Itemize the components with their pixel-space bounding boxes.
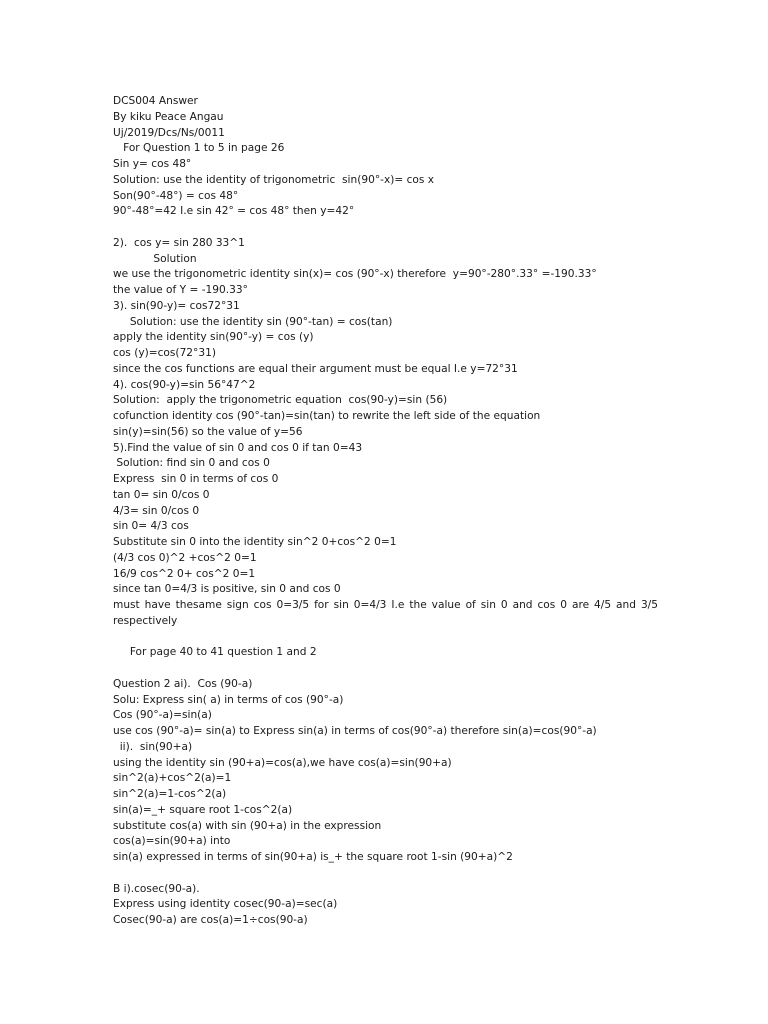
text-line: 5).Find the value of sin 0 and cos 0 if tan 0=43 — [113, 441, 363, 454]
doc-title: DCS004 Answer — [113, 95, 198, 107]
text-line: sin(a) expressed in terms of sin(90+a) is_+ the square root 1-sin (90+a)^2 — [113, 851, 513, 863]
text-line: sin 0= 4/3 cos — [113, 520, 189, 533]
text-line: 4/3= sin 0/cos 0 — [113, 504, 200, 517]
text-line: respectively — [113, 614, 178, 627]
text-line: cos(a)=sin(90+a) into — [113, 835, 231, 848]
text-line: 90°-48°=42 I.e sin 42° = cos 48° then y=42° — [113, 205, 355, 218]
blank-line — [113, 661, 658, 677]
text-line: we use the trigonometric identity sin(x)= cos (90°-x) therefore y=90°-280°.33° =-190.33° — [113, 268, 597, 281]
text-line: Solution — [113, 252, 197, 265]
text-line: Solution: find sin 0 and cos 0 — [113, 457, 270, 470]
text-line: sin(y)=sin(56) so the value of y=56 — [113, 425, 303, 438]
text-line: sin^2(a)+cos^2(a)=1 — [113, 772, 232, 785]
text-line: 16/9 cos^2 0+ cos^2 0=1 — [113, 567, 256, 580]
text-line: substitute cos(a) with sin (90+a) in the expression — [113, 819, 382, 832]
document-body — [113, 94, 658, 929]
text-line: apply the identity sin(90°-y) = cos (y) — [113, 331, 314, 344]
text-line: Cos (90°-a)=sin(a) — [113, 709, 212, 722]
justified-text-line: must have thesame sign cos 0=3/5 for sin 0=4/3 I.e the value of sin 0 and cos 0 are 4/5 and 3/5 — [113, 599, 658, 611]
text-line: Solution: use the identity of trigonometric sin(90°-x)= cos x — [113, 173, 435, 186]
blank-line — [113, 866, 658, 882]
text-line: Solu: Express sin( a) in terms of cos (90°-a) — [113, 693, 344, 706]
blank-line — [113, 630, 658, 646]
blank-line — [113, 220, 658, 236]
text-line: since tan 0=4/3 is positive, sin 0 and cos 0 — [113, 583, 341, 596]
author-line: By kiku Peace Angau — [113, 110, 224, 123]
text-line: Express using identity cosec(90-a)=sec(a) — [113, 898, 338, 911]
text-line: sin^2(a)=1-cos^2(a) — [113, 788, 227, 800]
text-line: 4). cos(90-y)=sin 56°47^2 — [113, 378, 256, 391]
text-line: the value of Y = -190.33° — [113, 284, 248, 296]
text-line: using the identity sin (90+a)=cos(a),we have cos(a)=sin(90+a) — [113, 756, 452, 769]
text-line: Express sin 0 in terms of cos 0 — [113, 473, 279, 485]
text-line: Son(90°-48°) = cos 48° — [113, 189, 239, 202]
text-line: Sin y= cos 48° — [113, 158, 192, 170]
student-id-line: Uj/2019/Dcs/Ns/0011 — [113, 126, 225, 139]
text-line: 3). sin(90-y)= cos72°31 — [113, 299, 240, 312]
text-line: tan 0= sin 0/cos 0 — [113, 488, 210, 501]
section-heading: For Question 1 to 5 in page 26 — [113, 142, 285, 155]
text-line: (4/3 cos 0)^2 +cos^2 0=1 — [113, 551, 257, 564]
text-line: B i).cosec(90-a). — [113, 882, 200, 895]
text-line: sin(a)=_+ square root 1-cos^2(a) — [113, 803, 293, 816]
text-line: Solution: use the identity sin (90°-tan) = cos(tan) — [113, 315, 393, 328]
text-line: Solution: apply the trigonometric equation cos(90-y)=sin (56) — [113, 394, 448, 407]
text-line: since the cos functions are equal their argument must be equal I.e y=72°31 — [113, 362, 518, 375]
text-line: Substitute sin 0 into the identity sin^2 0+cos^2 0=1 — [113, 536, 397, 548]
text-line: 2). cos y= sin 280 33^1 — [113, 236, 245, 249]
text-line: Question 2 ai). Cos (90-a) — [113, 677, 253, 690]
text-line: Cosec(90-a) are cos(a)=1÷cos(90-a) — [113, 914, 308, 926]
text-line: ii). sin(90+a) — [113, 740, 193, 753]
section-heading: For page 40 to 41 question 1 and 2 — [113, 646, 317, 659]
text-line: cos (y)=cos(72°31) — [113, 347, 216, 359]
text-line: use cos (90°-a)= sin(a) to Express sin(a) in terms of cos(90°-a) therefore sin(a)=cos(90°-a) — [113, 725, 597, 737]
text-line: cofunction identity cos (90°-tan)=sin(tan) to rewrite the left side of the equation — [113, 410, 541, 422]
